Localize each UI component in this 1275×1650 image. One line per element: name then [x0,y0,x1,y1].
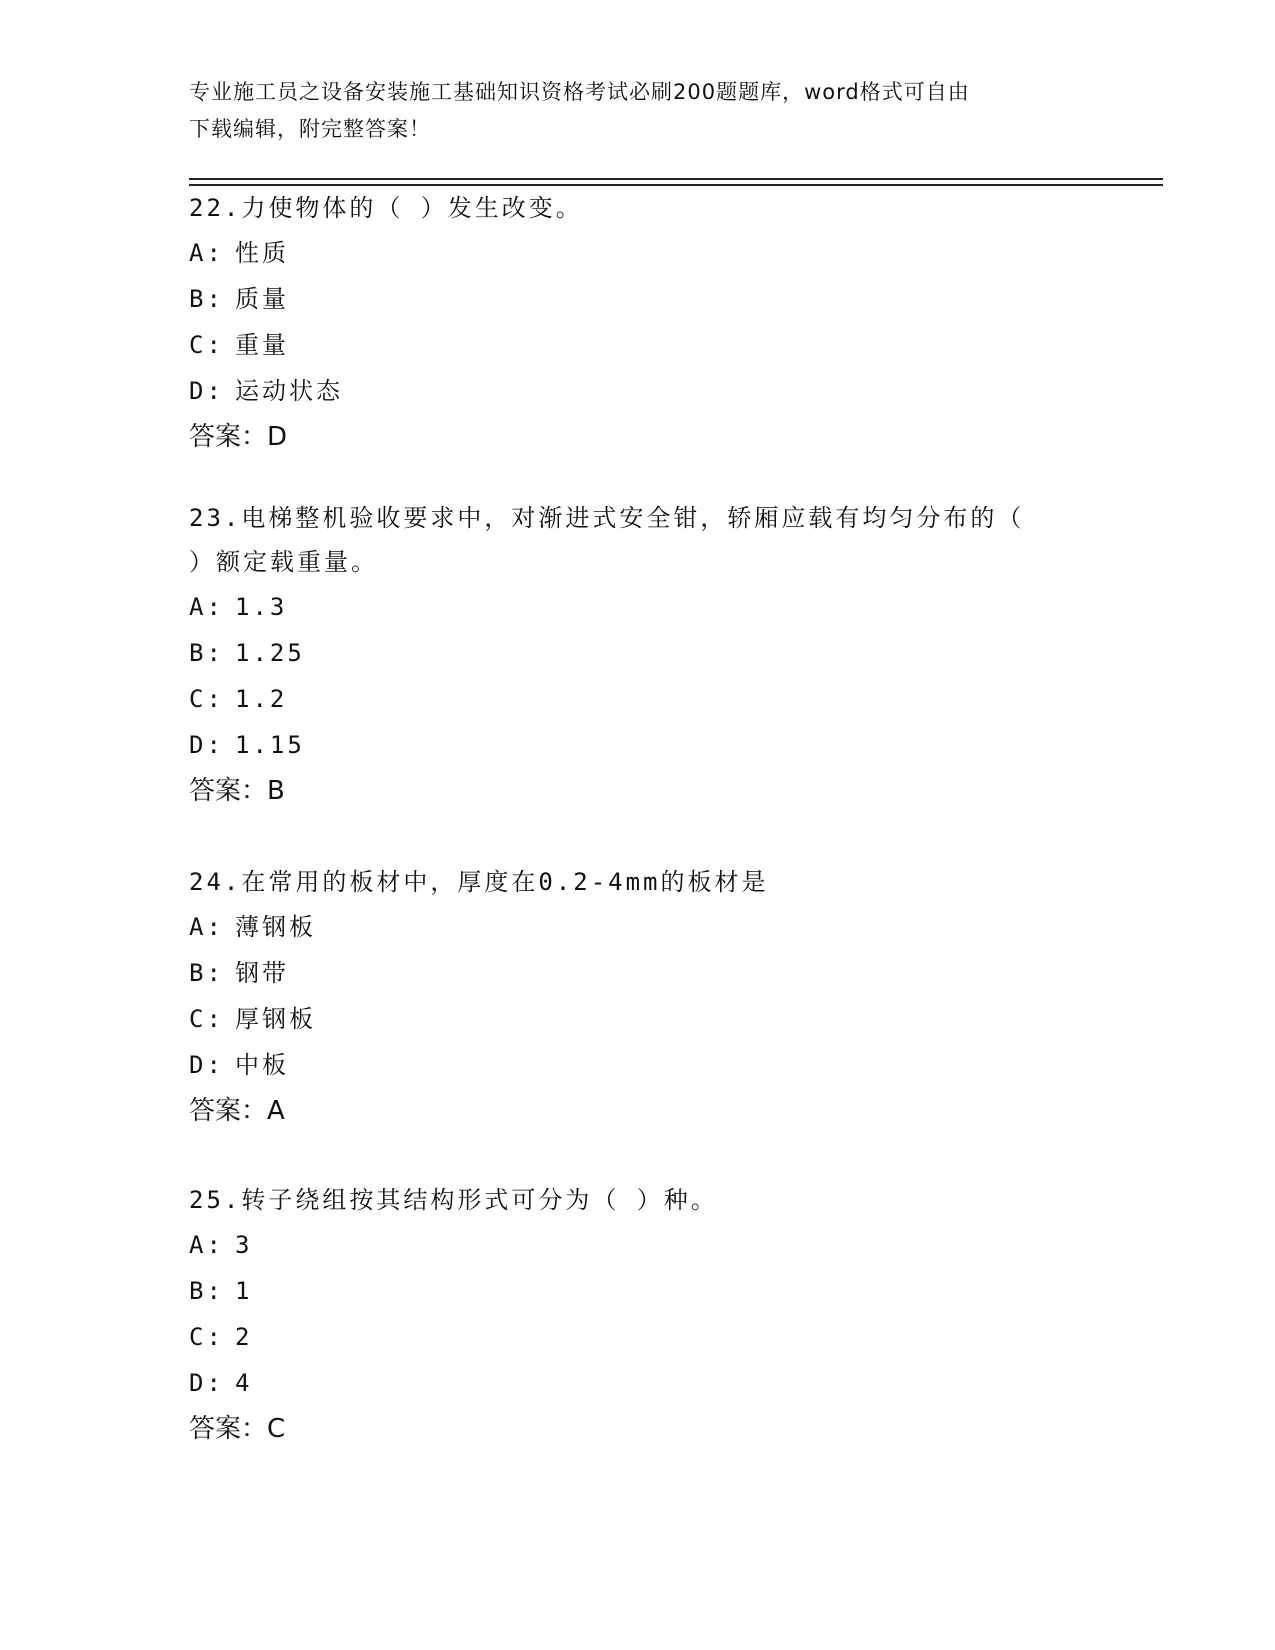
option-text: 1.25 [235,639,305,667]
question-23 [189,496,1089,814]
option-label: B: [189,959,224,987]
option-b [189,276,1089,322]
option-text: 重量 [235,331,289,359]
option-label: B: [189,1277,224,1305]
option-c [189,322,1089,368]
option-c [189,1314,1089,1360]
option-a [189,230,1089,276]
answer: 答案：D [189,422,288,452]
option-label: C: [189,331,224,359]
option-text: 1 [235,1277,253,1305]
answer: 答案：A [189,1096,285,1126]
question-text: 22.力使物体的（ ）发生改变。 [189,194,583,222]
option-text: 2 [235,1323,253,1351]
option-text: 1.2 [235,685,288,713]
option-text: 性质 [235,239,289,267]
question-25 [189,1178,1089,1452]
option-text: 1.3 [235,593,288,621]
option-label: B: [189,285,224,313]
question-24 [189,860,1089,1134]
option-text: 薄钢板 [235,913,316,941]
option-a [189,1222,1089,1268]
option-text: 运动状态 [235,377,343,405]
question-text: 25.转子绕组按其结构形式可分为（ ）种。 [189,1186,718,1214]
option-text: 厚钢板 [235,1005,316,1033]
option-label: D: [189,731,224,759]
option-b [189,630,1089,676]
option-d [189,722,1089,768]
option-a [189,584,1089,630]
option-b [189,950,1089,996]
option-text: 中板 [235,1051,289,1079]
option-label: D: [189,1369,224,1397]
option-label: A: [189,913,224,941]
option-label: C: [189,685,224,713]
option-b [189,1268,1089,1314]
option-text: 质量 [235,285,289,313]
option-c [189,996,1089,1042]
option-text: 1.15 [235,731,305,759]
option-label: C: [189,1005,224,1033]
option-a [189,904,1089,950]
option-text: 钢带 [235,959,289,987]
option-text: 3 [235,1231,253,1259]
question-text-line-1: 23.电梯整机验收要求中，对渐进式安全钳，轿厢应载有均匀分布的（ [189,504,1025,532]
option-label: A: [189,593,224,621]
option-label: B: [189,639,224,667]
answer: 答案：C [189,1414,286,1444]
question-22 [189,186,1089,460]
option-d [189,1360,1089,1406]
option-c [189,676,1089,722]
option-d [189,1042,1089,1088]
header-line-1: 专业施工员之设备安装施工基础知识资格考试必刷200题题库，word格式可自由 [189,80,970,104]
question-text-line-2: ）额定载重量。 [189,548,378,576]
header-divider-top [189,178,1163,180]
option-label: D: [189,377,224,405]
option-label: A: [189,239,224,267]
option-text: 4 [235,1369,253,1397]
option-label: A: [189,1231,224,1259]
option-d [189,368,1089,414]
document-header [189,74,1089,148]
answer: 答案：B [189,776,285,806]
option-label: D: [189,1051,224,1079]
option-label: C: [189,1323,224,1351]
question-text: 24.在常用的板材中，厚度在0.2-4mm的板材是 [189,868,769,896]
header-line-2: 下载编辑，附完整答案！ [189,117,431,141]
